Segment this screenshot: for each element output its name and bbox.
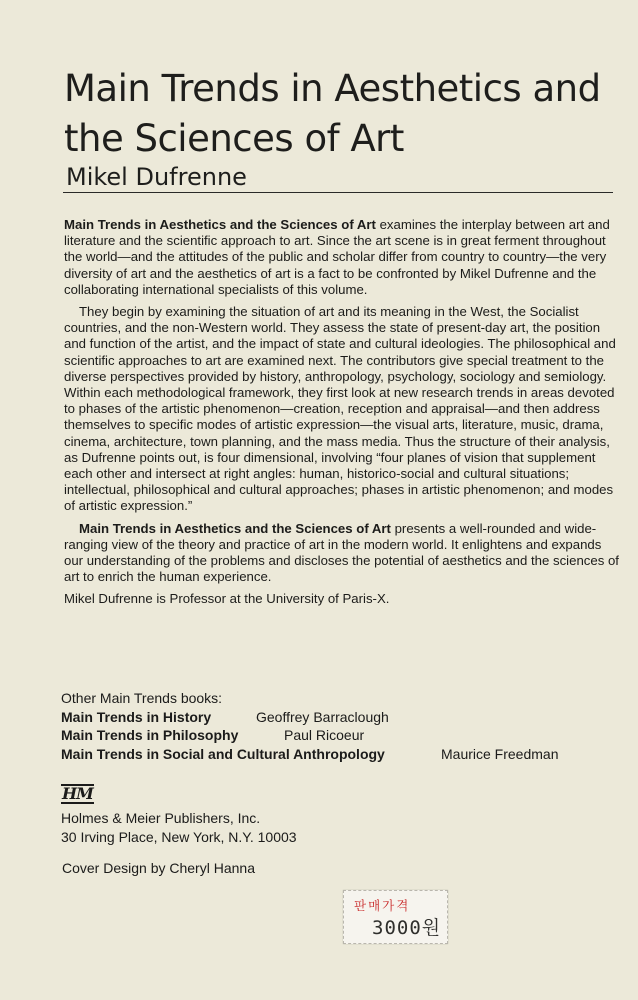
publisher-logo: HM (62, 784, 93, 803)
other-book-author: Geoffrey Barraclough (256, 708, 389, 725)
description (64, 217, 620, 614)
other-book-row (61, 745, 621, 764)
paragraph-1-lead: Main Trends in Aesthetics and the Sciences of Art (64, 217, 376, 232)
publisher-block (61, 784, 297, 846)
paragraph-3-lead: Main Trends in Aesthetics and the Sciences of Art (79, 520, 391, 536)
price-label: 판매가격 (354, 898, 411, 913)
price-sticker (343, 890, 448, 944)
other-book-row (61, 726, 621, 745)
other-book-row (61, 708, 621, 727)
other-book-title: Main Trends in History (61, 708, 212, 725)
publisher-name: Holmes & Meier Publishers, Inc. (61, 810, 261, 826)
paragraph-2: They begin by examining the situation of art and its meaning in the West, the Socialist countries, and the non-Western world. They assess the state of present-day art, the position and function of the artist, and the impact of state and cultural ideologies. The philosophical and scientific approaches to art are examined next. The contributors give special treatment to the diverse perspectives provided by history, anthropology, psychology, sociology and semiology. Within each methodological framework, they first look at new research trends in areas devoted to phases of the artistic phenomenon—creation, reception and appraisal—and then address themselves to specific modes of artistic expression—the visual arts, literature, music, drama, cinema, architecture, town planning, and the mass media. Thus the structure of their analysis, as Dufrenne points out, is four dimensional, involving “four planes of vision that supplement each other and intersect at right angles: human, historico-social and cultural situations; intellectual, philosophical and cultural approaches; phases in artistic phenomenon; and modes of artistic expression.” (64, 304, 616, 514)
paragraph-1 (64, 217, 620, 298)
publisher-address: 30 Irving Place, New York, N.Y. 10003 (61, 828, 297, 845)
author-bio: Mikel Dufrenne is Professor at the University of Paris-X. (64, 591, 390, 607)
other-books (61, 689, 621, 763)
other-book-author: Paul Ricoeur (284, 727, 365, 743)
title-rule (63, 192, 613, 193)
paragraph-3 (64, 521, 620, 586)
other-book-author: Maurice Freedman (441, 745, 559, 762)
paragraph-3-text: presents a well-rounded and wide-ranging view of the theory and practice of art in the modern world. It enlightens and expands our understanding of the problems and discloses the potential of aesthetics and the sciences of art to enrich the human experience. (64, 520, 619, 585)
paragraph-1-text: examines the interplay between art and literature and the scientific approach to art. Since the art scene is in great ferment throughout the world—and the attitudes of the public and scholar differ from country to country—the very diversity of art and the aesthetics of art is a fact to be confronted by Mikel Dufrenne and the collaborating international specialists of this volume. (64, 217, 610, 297)
title-line-1: Main Trends in Aesthetics and (64, 67, 601, 110)
book-title (64, 64, 624, 164)
other-book-title: Main Trends in Social and Cultural Anthropology (61, 745, 385, 762)
title-line-2: the Sciences of Art (64, 117, 404, 160)
other-book-title: Main Trends in Philosophy (61, 727, 239, 743)
cover-design-credit: Cover Design by Cheryl Hanna (62, 860, 255, 876)
author-name: Mikel Dufrenne (66, 163, 247, 191)
price-value: 3000원 (372, 917, 442, 939)
other-books-heading: Other Main Trends books: (61, 690, 223, 706)
